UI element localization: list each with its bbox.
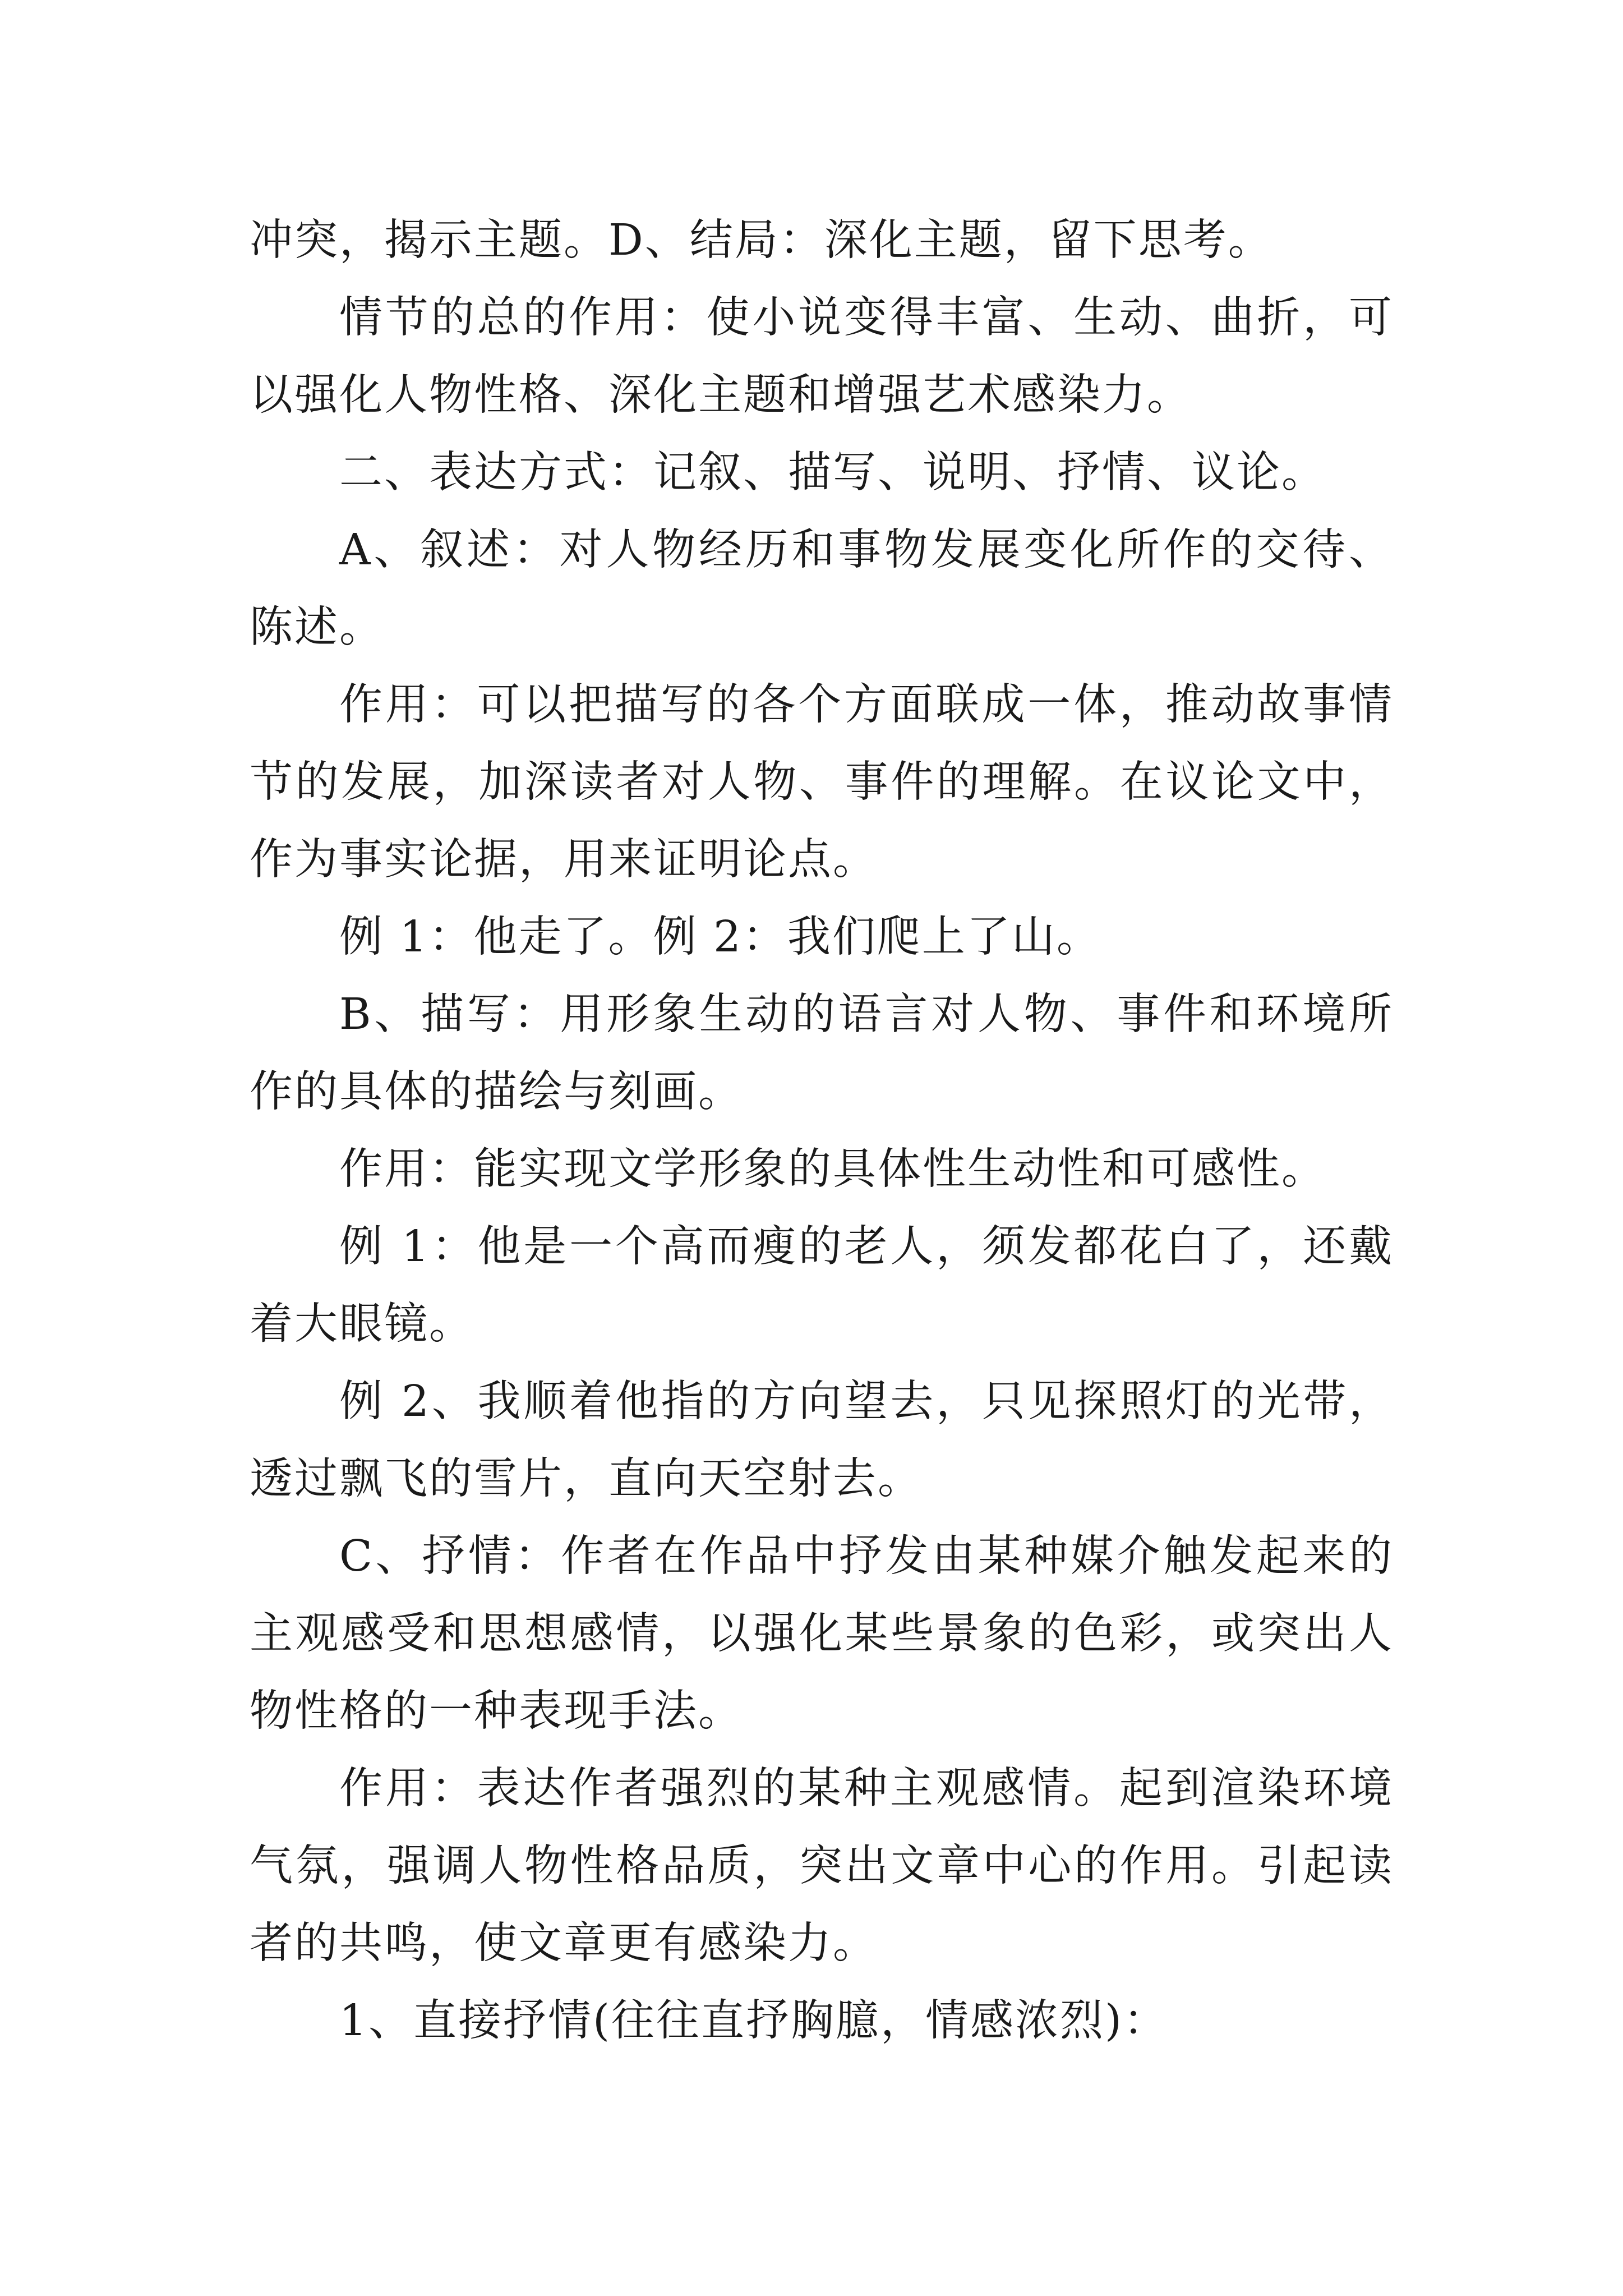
body-text xyxy=(250,202,1394,2060)
paragraph: 情节的总的作用：使小说变得丰富、生动、曲折，可以强化人物性格、深化主题和增强艺术感染力。 xyxy=(250,293,1394,420)
paragraph: 作用：表达作者强烈的某种主观感情。起到渲染环境气氛，强调人物性格品质，突出文章中心的作用。引起读者的共鸣，使文章更有感染力。 xyxy=(250,1764,1394,1968)
paragraph: 冲突，揭示主题。D、结局：深化主题，留下思考。 xyxy=(250,215,1273,265)
paragraph: 例 2、我顺着他指的方向望去，只见探照灯的光带，透过飘飞的雪片，直向天空射去。 xyxy=(250,1377,1394,1504)
paragraph: 二、表达方式：记叙、描写、说明、抒情、议论。 xyxy=(339,448,1326,498)
paragraph: A、叙述：对人物经历和事物发展变化所作的交待、陈述。 xyxy=(250,525,1394,652)
paragraph: 1、直接抒情(往往直抒胸臆，情感浓烈)： xyxy=(339,1996,1169,2046)
paragraph: 作用：能实现文学形象的具体性生动性和可感性。 xyxy=(339,1144,1326,1194)
paragraph: B、描写：用形象生动的语言对人物、事件和环境所作的具体的描绘与刻画。 xyxy=(250,990,1394,1117)
paragraph: 例 1：他是一个高而瘦的老人，须发都花白了，还戴着大眼镜。 xyxy=(250,1222,1394,1349)
paragraph: 作用：可以把描写的各个方面联成一体，推动故事情节的发展，加深读者对人物、事件的理解。在议论文中，作为事实论据，用来证明论点。 xyxy=(250,680,1394,885)
paragraph: C、抒情：作者在作品中抒发由某种媒介触发起来的主观感受和思想感情，以强化某些景象的色彩，或突出人物性格的一种表现手法。 xyxy=(250,1531,1394,1736)
paragraph: 例 1：他走了。例 2：我们爬上了山。 xyxy=(339,912,1101,962)
